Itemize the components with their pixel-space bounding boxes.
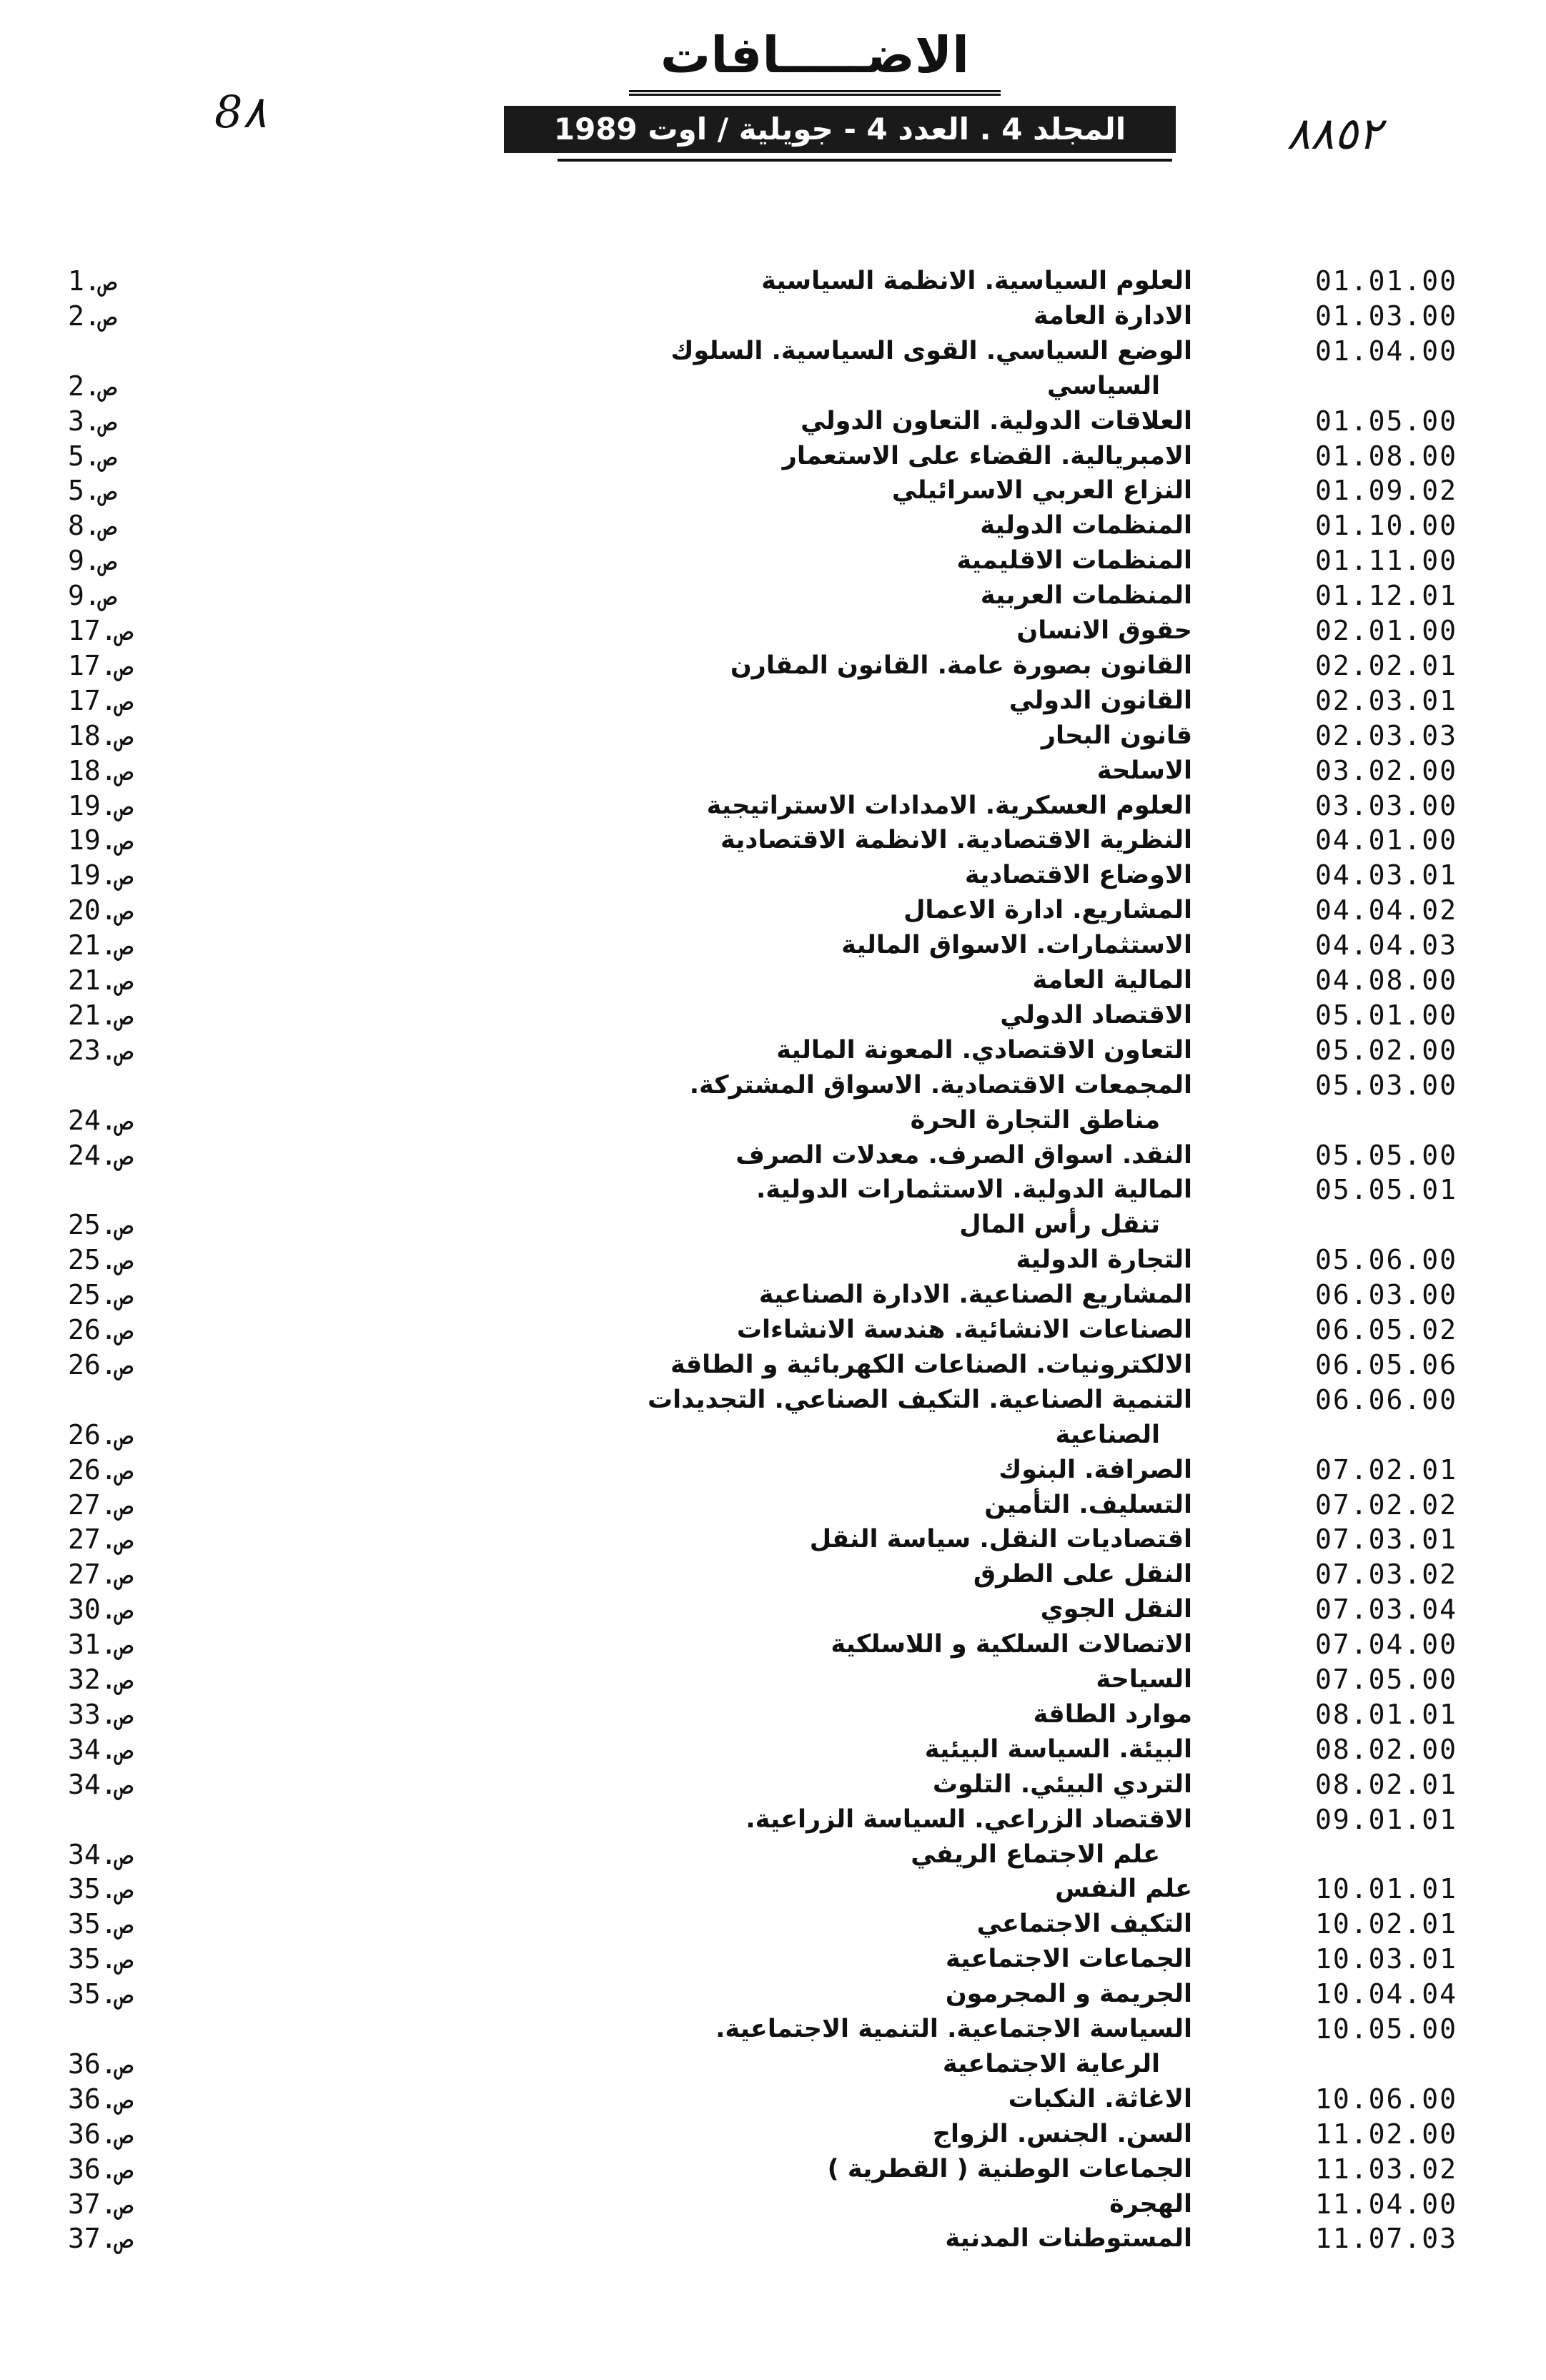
handwritten-note-right: ٨٨٥٢ (1287, 107, 1382, 159)
page-reference: ص.26 (68, 1349, 134, 1381)
index-row (0, 613, 1546, 648)
index-row (0, 368, 1546, 404)
subject-heading: التردي البيئي. التلوث (932, 1770, 1192, 1799)
classification-code: 01.09.02 (1315, 475, 1458, 506)
index-row (0, 1871, 1546, 1907)
classification-code: 11.07.03 (1315, 2223, 1458, 2254)
subject-heading: علم الاجتماع الريفي (911, 1840, 1160, 1869)
classification-code: 05.05.01 (1315, 1174, 1458, 1205)
page-reference: ص.34 (68, 1734, 134, 1765)
page-reference: ص.17 (68, 650, 134, 681)
page-reference: ص.37 (68, 2188, 134, 2220)
classification-code: 06.05.06 (1315, 1349, 1458, 1381)
subject-heading: الاوضاع الاقتصادية (964, 861, 1192, 889)
page-reference: ص.35 (68, 1978, 134, 2010)
index-row (0, 403, 1546, 439)
page-reference: ص.25 (68, 1279, 134, 1310)
index-row (0, 1732, 1546, 1767)
page-reference: ص.23 (68, 1035, 134, 1066)
index-row (0, 1906, 1546, 1942)
classification-code: 05.02.00 (1315, 1035, 1458, 1066)
classification-code: 04.03.01 (1315, 859, 1458, 891)
page-reference: ص.26 (68, 1314, 134, 1345)
subject-heading: النقل الجوي (1040, 1595, 1192, 1624)
index-row (0, 1976, 1546, 2012)
subject-heading: مناطق التجارة الحرة (910, 1106, 1160, 1135)
page-reference: ص.9 (68, 580, 117, 611)
index-row (0, 2011, 1546, 2047)
classification-code: 05.06.00 (1315, 1244, 1458, 1275)
index-row (0, 2186, 1546, 2222)
page-reference: ص.35 (68, 1943, 134, 1975)
subject-heading: العلوم السياسية. الانظمة السياسية (761, 267, 1192, 295)
classification-code: 04.04.02 (1315, 894, 1458, 926)
index-row (0, 1242, 1546, 1278)
subject-heading: القانون الدولي (1009, 686, 1192, 715)
classification-code: 11.02.00 (1315, 2118, 1458, 2150)
subject-heading: اقتصاديات النقل. سياسة النقل (809, 1525, 1192, 1554)
classification-code: 10.03.01 (1315, 1943, 1458, 1975)
index-row (0, 1417, 1546, 1453)
index-row (0, 1277, 1546, 1313)
page-reference: ص.9 (68, 545, 117, 576)
index-row (0, 1137, 1546, 1173)
index-row (0, 927, 1546, 963)
classification-code: 01.05.00 (1315, 405, 1458, 437)
page-reference: ص.18 (68, 720, 134, 751)
classification-code: 03.02.00 (1315, 755, 1458, 786)
index-row (0, 1556, 1546, 1592)
index-row (0, 1626, 1546, 1662)
classification-code: 11.04.00 (1315, 2188, 1458, 2220)
index-row (0, 648, 1546, 683)
subject-heading: الامبريالية. القضاء على الاستعمار (782, 442, 1192, 470)
page-reference: ص.17 (68, 685, 134, 716)
index-row (0, 1207, 1546, 1243)
index-row (0, 753, 1546, 789)
subject-heading: النقل على الطرق (973, 1560, 1192, 1589)
index-row (0, 1521, 1546, 1557)
subject-heading: تنقل رأس المال (959, 1210, 1160, 1239)
subject-heading: الاسلحة (1096, 756, 1192, 785)
subject-heading: التنمية الصناعية. التكيف الصناعي. التجديدات (647, 1386, 1192, 1414)
page-reference: ص.26 (68, 1419, 134, 1451)
page-reference: ص.2 (68, 370, 117, 402)
index-row (0, 1661, 1546, 1697)
index-row (0, 2116, 1546, 2152)
index-row (0, 1382, 1546, 1418)
classification-code: 01.10.00 (1315, 510, 1458, 541)
page-reference: ص.24 (68, 1105, 134, 1136)
subject-heading: السياسي (1046, 372, 1160, 400)
subject-heading: المستوطنات المدنية (945, 2224, 1192, 2253)
subject-heading: الاستثمارات. الاسواق المالية (841, 931, 1192, 959)
classification-code: 08.02.00 (1315, 1734, 1458, 1765)
classification-code: 07.02.01 (1315, 1454, 1458, 1486)
subject-heading: المنظمات العربية (980, 581, 1192, 610)
subject-heading: البيئة. السياسة البيئية (924, 1735, 1192, 1764)
page-reference: ص.25 (68, 1244, 134, 1275)
subject-heading: النظرية الاقتصادية. الانظمة الاقتصادية (720, 826, 1192, 854)
classification-code: 02.01.00 (1315, 615, 1458, 646)
index-row (0, 1767, 1546, 1802)
index-row (0, 962, 1546, 998)
classification-code: 07.04.00 (1315, 1629, 1458, 1660)
classification-code: 02.02.01 (1315, 650, 1458, 681)
classification-code: 10.06.00 (1315, 2083, 1458, 2115)
page-reference: ص.35 (68, 1908, 134, 1940)
page-reference: ص.21 (68, 929, 134, 961)
subject-heading: النزاع العربي الاسرائيلي (891, 476, 1192, 505)
subject-heading: التسليف. التأمين (984, 1491, 1192, 1519)
index-row (0, 822, 1546, 858)
classification-code: 01.03.00 (1315, 300, 1458, 332)
index-row (0, 263, 1546, 299)
subject-heading: الصناعات الانشائية. هندسة الانشاءات (736, 1315, 1192, 1344)
classification-code: 04.04.03 (1315, 929, 1458, 961)
classification-code: 01.12.01 (1315, 580, 1458, 611)
classification-code: 01.04.00 (1315, 335, 1458, 367)
subject-heading: الاقتصاد الدولي (1000, 1001, 1192, 1029)
page-reference: ص.19 (68, 859, 134, 891)
subject-heading: الرعاية الاجتماعية (942, 2050, 1160, 2078)
classification-code: 07.03.01 (1315, 1524, 1458, 1555)
volume-issue-banner: المجلد 4 . العدد 4 - جويلية / اوت 1989 (504, 106, 1176, 153)
page-reference: ص.19 (68, 824, 134, 856)
classification-code: 09.01.01 (1315, 1804, 1458, 1835)
page-reference: ص.36 (68, 2118, 134, 2150)
subject-heading: الجماعات الاجتماعية (946, 1945, 1192, 1973)
subject-heading: القانون بصورة عامة. القانون المقارن (730, 651, 1192, 680)
index-row (0, 1347, 1546, 1383)
index-row (0, 1591, 1546, 1627)
subject-heading: الوضع السياسي. القوى السياسية. السلوك (670, 337, 1192, 365)
index-row (0, 2046, 1546, 2082)
classification-code: 08.01.01 (1315, 1699, 1458, 1730)
classification-code: 02.03.01 (1315, 685, 1458, 716)
index-row (0, 1312, 1546, 1348)
index-row (0, 997, 1546, 1033)
index-row (0, 1941, 1546, 1977)
classification-code: 08.02.01 (1315, 1769, 1458, 1800)
page-reference: ص.2 (68, 300, 117, 332)
page-reference: ص.24 (68, 1140, 134, 1171)
subject-heading: الاقتصاد الزراعي. السياسة الزراعية. (745, 1805, 1192, 1834)
classification-code: 01.01.00 (1315, 265, 1458, 297)
page-reference: ص.37 (68, 2223, 134, 2254)
page-reference: ص.27 (68, 1489, 134, 1521)
page-reference: ص.19 (68, 790, 134, 821)
classification-code: 03.03.00 (1315, 790, 1458, 821)
page-title: الاضـــــافات (629, 23, 1001, 96)
classification-code: 06.05.02 (1315, 1314, 1458, 1345)
classification-code: 07.05.00 (1315, 1664, 1458, 1695)
index-row (0, 788, 1546, 824)
classification-code: 10.01.01 (1315, 1873, 1458, 1905)
page-reference: ص.36 (68, 2153, 134, 2185)
index-row (0, 438, 1546, 474)
index-row (0, 892, 1546, 928)
index-row (0, 1067, 1546, 1103)
page-reference: ص.20 (68, 894, 134, 926)
classification-code: 07.03.02 (1315, 1559, 1458, 1590)
index-row (0, 473, 1546, 508)
page-reference: ص.34 (68, 1769, 134, 1800)
subject-heading: الجماعات الوطنية ( القطرية ) (827, 2155, 1192, 2183)
classification-code: 06.03.00 (1315, 1279, 1458, 1310)
page-reference: ص.5 (68, 475, 117, 506)
subject-heading: الصرافة. البنوك (999, 1456, 1192, 1484)
classification-code: 11.03.02 (1315, 2153, 1458, 2185)
index-row (0, 857, 1546, 893)
page-reference: ص.3 (68, 405, 117, 437)
subject-heading: المشاريع. ادارة الاعمال (903, 896, 1192, 924)
page-reference: ص.1 (68, 265, 117, 297)
page-reference: ص.5 (68, 440, 117, 472)
subject-heading: الالكترونيات. الصناعات الكهربائية و الطاقة (670, 1351, 1192, 1379)
index-row (0, 1802, 1546, 1837)
index-row (0, 683, 1546, 719)
subject-heading: المنظمات الاقليمية (956, 546, 1192, 575)
index-row (0, 333, 1546, 369)
classification-code: 01.11.00 (1315, 545, 1458, 576)
page-reference: ص.8 (68, 510, 117, 541)
subject-heading: المجمعات الاقتصادية. الاسواق المشتركة. (689, 1071, 1192, 1100)
subject-heading: المالية العامة (1032, 966, 1192, 994)
subject-heading: السن. الجنس. الزواج (932, 2120, 1192, 2148)
classification-code: 10.05.00 (1315, 2013, 1458, 2045)
subject-heading: التكيف الاجتماعي (976, 1910, 1192, 1938)
page-reference: ص.21 (68, 999, 134, 1031)
classification-code: 06.06.00 (1315, 1384, 1458, 1416)
subject-heading: التعاون الاقتصادي. المعونة المالية (776, 1036, 1192, 1065)
subject-heading: العلاقات الدولية. التعاون الدولي (801, 407, 1192, 435)
subject-heading: التجارة الدولية (1016, 1245, 1192, 1274)
classification-code: 01.08.00 (1315, 440, 1458, 472)
page-reference: ص.32 (68, 1664, 134, 1695)
classification-code: 04.01.00 (1315, 824, 1458, 856)
subject-heading: الصناعية (1055, 1421, 1160, 1449)
index-row (0, 543, 1546, 578)
subject-heading: علم النفس (1055, 1875, 1192, 1903)
page-reference: ص.17 (68, 615, 134, 646)
index-row (0, 1837, 1546, 1872)
classification-code: 05.05.00 (1315, 1140, 1458, 1171)
subject-heading: قانون البحار (1041, 721, 1192, 750)
subject-heading: الجريمة و المجرمون (945, 1980, 1192, 2008)
subject-heading: العلوم العسكرية. الامدادات الاستراتيجية (706, 791, 1192, 820)
subject-heading: المشاريع الصناعية. الادارة الصناعية (758, 1280, 1192, 1309)
index-row (0, 1697, 1546, 1732)
subject-heading: السياسة الاجتماعية. التنمية الاجتماعية. (715, 2015, 1192, 2043)
subject-heading: الهجرة (1109, 2190, 1192, 2218)
classification-code: 02.03.03 (1315, 720, 1458, 751)
page-reference: ص.35 (68, 1873, 134, 1905)
page-reference: ص.26 (68, 1454, 134, 1486)
page-reference: ص.18 (68, 755, 134, 786)
subject-heading: النقد. اسواق الصرف. معدلات الصرف (735, 1141, 1192, 1170)
subject-heading: الاغاثة. النكبات (1008, 2085, 1192, 2113)
page-reference: ص.36 (68, 2048, 134, 2080)
classification-code: 04.08.00 (1315, 964, 1458, 996)
index-row (0, 2081, 1546, 2117)
page-reference: ص.27 (68, 1559, 134, 1590)
page-reference: ص.27 (68, 1524, 134, 1555)
index-row (0, 1032, 1546, 1068)
classification-code: 10.02.01 (1315, 1908, 1458, 1940)
page-reference: ص.30 (68, 1594, 134, 1625)
subject-heading: الاتصالات السلكية و اللاسلكية (831, 1630, 1192, 1659)
page-reference: ص.36 (68, 2083, 134, 2115)
subject-heading: المنظمات الدولية (980, 511, 1192, 540)
index-row (0, 1452, 1546, 1488)
page-reference: ص.25 (68, 1209, 134, 1240)
subject-heading: السياحة (1096, 1665, 1192, 1694)
index-row (0, 508, 1546, 543)
handwritten-note-left: 8٨ (214, 86, 267, 138)
subject-heading: الادارة العامة (1034, 302, 1192, 330)
index-row (0, 2151, 1546, 2187)
classification-code: 07.02.02 (1315, 1489, 1458, 1521)
page-reference: ص.31 (68, 1629, 134, 1660)
index-row (0, 2221, 1546, 2256)
index-row (0, 718, 1546, 754)
page-reference: ص.34 (68, 1839, 134, 1870)
classification-code: 07.03.04 (1315, 1594, 1458, 1625)
index-row (0, 578, 1546, 613)
page-reference: ص.33 (68, 1699, 134, 1730)
page-reference: ص.21 (68, 964, 134, 996)
subject-heading: حقوق الانسان (1016, 616, 1192, 645)
index-row (0, 1487, 1546, 1523)
classification-code: 05.03.00 (1315, 1070, 1458, 1101)
classification-code: 05.01.00 (1315, 999, 1458, 1031)
subject-heading: المالية الدولية. الاستثمارات الدولية. (755, 1175, 1192, 1204)
subject-heading: موارد الطاقة (1033, 1700, 1192, 1729)
index-row (0, 1102, 1546, 1138)
index-row (0, 298, 1546, 334)
classification-code: 10.04.04 (1315, 1978, 1458, 2010)
index-row (0, 1172, 1546, 1208)
